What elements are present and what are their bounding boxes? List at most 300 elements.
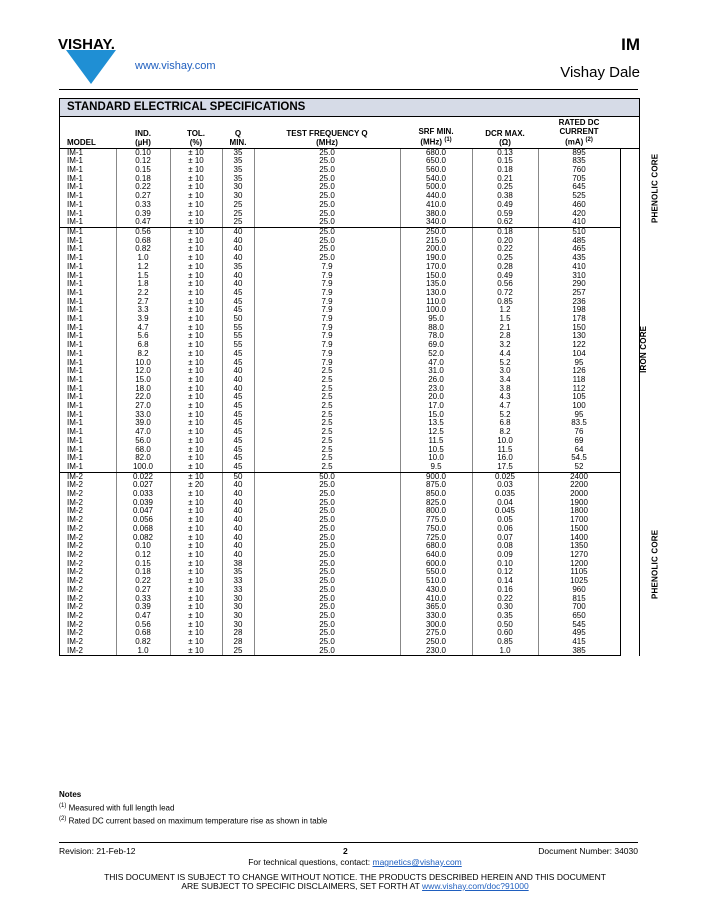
cell-rated-dc-current: 100 bbox=[538, 402, 620, 411]
cell-tol: ± 10 bbox=[170, 210, 222, 219]
col-header-line1: RATED DC CURRENT bbox=[558, 118, 600, 136]
cell-test-frequency: 25.0 bbox=[254, 568, 400, 577]
cell-ind: 0.027 bbox=[116, 481, 170, 490]
col-header-line2: MODEL bbox=[67, 137, 96, 147]
cell-srf-min: 775.0 bbox=[400, 516, 472, 525]
cell-tol: ± 10 bbox=[170, 324, 222, 333]
cell-tol: ± 10 bbox=[170, 341, 222, 350]
cell-tol: ± 10 bbox=[170, 411, 222, 420]
cell-ind: 0.33 bbox=[116, 201, 170, 210]
cell-dcr-max: 0.22 bbox=[472, 245, 538, 254]
cell-rated-dc-current: 895 bbox=[538, 148, 620, 157]
contact-email-link[interactable]: magnetics@vishay.com bbox=[372, 857, 462, 867]
cell-rated-dc-current: 650 bbox=[538, 612, 620, 621]
cell-ind: 2.2 bbox=[116, 289, 170, 298]
header-rule bbox=[59, 89, 638, 90]
cell-ind: 68.0 bbox=[116, 446, 170, 455]
cell-rated-dc-current: 118 bbox=[538, 376, 620, 385]
cell-rated-dc-current: 76 bbox=[538, 428, 620, 437]
cell-dcr-max: 0.13 bbox=[472, 148, 538, 157]
cell-rated-dc-current: 645 bbox=[538, 183, 620, 192]
logo-text: VISHAY. bbox=[58, 36, 115, 53]
cell-test-frequency: 2.5 bbox=[254, 437, 400, 446]
cell-tol: ± 10 bbox=[170, 367, 222, 376]
cell-model: IM-1 bbox=[67, 435, 83, 445]
cell-dcr-max: 0.62 bbox=[472, 218, 538, 227]
cell-tol: ± 10 bbox=[170, 612, 222, 621]
cell-test-frequency: 2.5 bbox=[254, 376, 400, 385]
cell-q-min: 30 bbox=[222, 595, 254, 604]
cell-srf-min: 17.0 bbox=[400, 402, 472, 411]
cell-tol: ± 10 bbox=[170, 507, 222, 516]
cell-ind: 0.15 bbox=[116, 166, 170, 175]
cell-q-min: 40 bbox=[222, 542, 254, 551]
disclaimer-line-1: THIS DOCUMENT IS SUBJECT TO CHANGE WITHOUT NOTICE. THE PRODUCTS DESCRIBED HEREIN AND THIS DOCUMENT bbox=[104, 872, 606, 882]
cell-srf-min: 9.5 bbox=[400, 463, 472, 472]
cell-rated-dc-current: 2000 bbox=[538, 490, 620, 499]
cell-tol: ± 10 bbox=[170, 289, 222, 298]
vishay-logo[interactable] bbox=[58, 34, 138, 86]
cell-tol: ± 10 bbox=[170, 350, 222, 359]
col-header-line1: DCR MAX. bbox=[485, 128, 525, 138]
cell-ind: 3.3 bbox=[116, 306, 170, 315]
col-header-line2: (MHz) $^{(1)}$ bbox=[420, 137, 452, 147]
col-header-test-frequency bbox=[254, 117, 400, 148]
cell-q-min: 50 bbox=[222, 472, 254, 481]
cell-test-frequency: 7.9 bbox=[254, 289, 400, 298]
cell-test-frequency: 25.0 bbox=[254, 507, 400, 516]
cell-ind: 0.022 bbox=[116, 472, 170, 481]
cell-tol: ± 10 bbox=[170, 647, 222, 656]
note-text: Measured with full length lead bbox=[68, 803, 175, 813]
col-header-line1: Q bbox=[234, 128, 242, 138]
cell-srf-min: 190.0 bbox=[400, 254, 472, 263]
cell-q-min: 30 bbox=[222, 183, 254, 192]
cell-srf-min: 88.0 bbox=[400, 324, 472, 333]
cell-rated-dc-current: 105 bbox=[538, 393, 620, 402]
cell-dcr-max: 0.10 bbox=[472, 560, 538, 569]
cell-q-min: 40 bbox=[222, 516, 254, 525]
cell-srf-min: 47.0 bbox=[400, 359, 472, 368]
cell-q-min: 35 bbox=[222, 157, 254, 166]
cell-ind: 0.47 bbox=[116, 218, 170, 227]
cell-tol: ± 10 bbox=[170, 227, 222, 236]
cell-q-min: 25 bbox=[222, 210, 254, 219]
cell-test-frequency: 25.0 bbox=[254, 534, 400, 543]
cell-srf-min: 850.0 bbox=[400, 490, 472, 499]
cell-q-min: 40 bbox=[222, 280, 254, 289]
cell-test-frequency: 2.5 bbox=[254, 454, 400, 463]
cell-ind: 1.0 bbox=[116, 647, 170, 656]
cell-model: IM-1 bbox=[67, 235, 83, 245]
cell-srf-min: 135.0 bbox=[400, 280, 472, 289]
cell-model: IM-1 bbox=[67, 261, 83, 271]
cell-ind: 5.6 bbox=[116, 332, 170, 341]
cell-q-min: 33 bbox=[222, 586, 254, 595]
cell-test-frequency: 25.0 bbox=[254, 499, 400, 508]
cell-dcr-max: 0.20 bbox=[472, 237, 538, 246]
cell-dcr-max: 3.4 bbox=[472, 376, 538, 385]
cell-dcr-max: 2.1 bbox=[472, 324, 538, 333]
cell-srf-min: 11.5 bbox=[400, 437, 472, 446]
cell-model: IM-1 bbox=[67, 182, 83, 192]
cell-dcr-max: 0.09 bbox=[472, 551, 538, 560]
cell-tol: ± 10 bbox=[170, 254, 222, 263]
cell-srf-min: 650.0 bbox=[400, 157, 472, 166]
cell-model: IM-1 bbox=[67, 418, 83, 428]
cell-model: IM-2 bbox=[67, 619, 83, 629]
cell-q-min: 40 bbox=[222, 367, 254, 376]
cell-dcr-max: 0.50 bbox=[472, 621, 538, 630]
cell-ind: 0.18 bbox=[116, 175, 170, 184]
cell-srf-min: 215.0 bbox=[400, 237, 472, 246]
cell-model: IM-1 bbox=[67, 340, 83, 350]
cell-q-min: 45 bbox=[222, 446, 254, 455]
cell-dcr-max: 0.08 bbox=[472, 542, 538, 551]
cell-test-frequency: 25.0 bbox=[254, 551, 400, 560]
document-number: Document Number: 34030 bbox=[538, 846, 638, 856]
cell-q-min: 35 bbox=[222, 175, 254, 184]
cell-q-min: 40 bbox=[222, 481, 254, 490]
cell-dcr-max: 0.18 bbox=[472, 227, 538, 236]
cell-rated-dc-current: 290 bbox=[538, 280, 620, 289]
col-header-dcr-max bbox=[472, 117, 538, 148]
cell-test-frequency: 25.0 bbox=[254, 586, 400, 595]
core-type-text: IRON CORE bbox=[638, 326, 648, 374]
cell-test-frequency: 7.9 bbox=[254, 350, 400, 359]
cell-tol: ± 10 bbox=[170, 568, 222, 577]
cell-model: IM-1 bbox=[67, 392, 83, 402]
cell-dcr-max: 0.06 bbox=[472, 525, 538, 534]
table-row bbox=[60, 463, 639, 472]
cell-model: IM-1 bbox=[67, 226, 83, 236]
cell-model: IM-1 bbox=[67, 279, 83, 289]
cell-q-min: 35 bbox=[222, 148, 254, 157]
cell-dcr-max: 0.18 bbox=[472, 166, 538, 175]
cell-dcr-max: 0.05 bbox=[472, 516, 538, 525]
note-item bbox=[59, 801, 327, 814]
cell-test-frequency: 2.5 bbox=[254, 393, 400, 402]
cell-rated-dc-current: 122 bbox=[538, 341, 620, 350]
footer-rule bbox=[59, 842, 638, 843]
cell-ind: 0.33 bbox=[116, 595, 170, 604]
cell-rated-dc-current: 112 bbox=[538, 385, 620, 394]
cell-rated-dc-current: 69 bbox=[538, 437, 620, 446]
cell-srf-min: 330.0 bbox=[400, 612, 472, 621]
cell-rated-dc-current: 420 bbox=[538, 210, 620, 219]
cell-dcr-max: 0.22 bbox=[472, 595, 538, 604]
cell-test-frequency: 7.9 bbox=[254, 306, 400, 315]
cell-test-frequency: 25.0 bbox=[254, 603, 400, 612]
cell-test-frequency: 25.0 bbox=[254, 542, 400, 551]
cell-rated-dc-current: 83.5 bbox=[538, 419, 620, 428]
col-header-line2: (mA) $^{(2)}$ bbox=[565, 137, 593, 147]
cell-q-min: 40 bbox=[222, 237, 254, 246]
cell-ind: 0.68 bbox=[116, 629, 170, 638]
col-header-line1: SRF MIN. bbox=[418, 127, 454, 136]
cell-ind: 0.47 bbox=[116, 612, 170, 621]
cell-dcr-max: 0.85 bbox=[472, 638, 538, 647]
cell-dcr-max: 1.5 bbox=[472, 315, 538, 324]
cell-rated-dc-current: 126 bbox=[538, 367, 620, 376]
cell-rated-dc-current: 64 bbox=[538, 446, 620, 455]
cell-srf-min: 680.0 bbox=[400, 148, 472, 157]
cell-tol: ± 10 bbox=[170, 419, 222, 428]
cell-srf-min: 640.0 bbox=[400, 551, 472, 560]
cell-tol: ± 10 bbox=[170, 402, 222, 411]
cell-tol: ± 10 bbox=[170, 332, 222, 341]
cell-model: IM-2 bbox=[67, 515, 83, 525]
cell-tol: ± 10 bbox=[170, 638, 222, 647]
contact-line bbox=[0, 857, 710, 867]
cell-test-frequency: 2.5 bbox=[254, 385, 400, 394]
cell-model: IM-1 bbox=[67, 296, 83, 306]
cell-srf-min: 560.0 bbox=[400, 166, 472, 175]
cell-srf-min: 52.0 bbox=[400, 350, 472, 359]
cell-ind: 0.68 bbox=[116, 237, 170, 246]
cell-srf-min: 750.0 bbox=[400, 525, 472, 534]
cell-test-frequency: 25.0 bbox=[254, 157, 400, 166]
cell-srf-min: 250.0 bbox=[400, 638, 472, 647]
cell-q-min: 28 bbox=[222, 638, 254, 647]
cell-test-frequency: 25.0 bbox=[254, 516, 400, 525]
cell-srf-min: 250.0 bbox=[400, 227, 472, 236]
col-header-tol bbox=[170, 117, 222, 148]
notes bbox=[59, 790, 327, 827]
cell-q-min: 45 bbox=[222, 463, 254, 472]
cell-rated-dc-current: 1500 bbox=[538, 525, 620, 534]
cell-rated-dc-current: 178 bbox=[538, 315, 620, 324]
cell-rated-dc-current: 815 bbox=[538, 595, 620, 604]
cell-ind: 0.10 bbox=[116, 148, 170, 157]
cell-test-frequency: 2.5 bbox=[254, 411, 400, 420]
cell-model: IM-1 bbox=[67, 409, 83, 419]
cell-srf-min: 410.0 bbox=[400, 595, 472, 604]
cell-srf-min: 900.0 bbox=[400, 472, 472, 481]
cell-tol: ± 10 bbox=[170, 516, 222, 525]
cell-q-min: 45 bbox=[222, 350, 254, 359]
cell-ind: 56.0 bbox=[116, 437, 170, 446]
cell-srf-min: 130.0 bbox=[400, 289, 472, 298]
col-header-line1: IND. bbox=[135, 128, 151, 138]
cell-dcr-max: 10.0 bbox=[472, 437, 538, 446]
cell-srf-min: 200.0 bbox=[400, 245, 472, 254]
cell-srf-min: 510.0 bbox=[400, 577, 472, 586]
cell-srf-min: 680.0 bbox=[400, 542, 472, 551]
core-type-text: PHENOLIC CORE bbox=[649, 153, 659, 223]
core-type-label bbox=[620, 148, 659, 227]
cell-ind: 0.22 bbox=[116, 183, 170, 192]
cell-model: IM-2 bbox=[67, 584, 83, 594]
cell-dcr-max: 0.04 bbox=[472, 499, 538, 508]
cell-dcr-max: 0.56 bbox=[472, 280, 538, 289]
cell-dcr-max: 16.0 bbox=[472, 454, 538, 463]
cell-tol: ± 10 bbox=[170, 595, 222, 604]
col-header-srf-min bbox=[400, 117, 472, 148]
cell-model: IM-2 bbox=[67, 576, 83, 586]
cell-test-frequency: 7.9 bbox=[254, 315, 400, 324]
cell-ind: 8.2 bbox=[116, 350, 170, 359]
cell-tol: ± 10 bbox=[170, 166, 222, 175]
table-title: STANDARD ELECTRICAL SPECIFICATIONS bbox=[60, 99, 639, 117]
cell-test-frequency: 25.0 bbox=[254, 183, 400, 192]
cell-dcr-max: 0.38 bbox=[472, 192, 538, 201]
cell-dcr-max: 0.045 bbox=[472, 507, 538, 516]
cell-q-min: 40 bbox=[222, 534, 254, 543]
cell-model: IM-1 bbox=[67, 270, 83, 280]
cell-rated-dc-current: 236 bbox=[538, 298, 620, 307]
cell-dcr-max: 0.28 bbox=[472, 263, 538, 272]
cell-model: IM-1 bbox=[67, 348, 83, 358]
cell-srf-min: 365.0 bbox=[400, 603, 472, 612]
cell-tol: ± 10 bbox=[170, 175, 222, 184]
cell-srf-min: 380.0 bbox=[400, 210, 472, 219]
cell-test-frequency: 7.9 bbox=[254, 341, 400, 350]
cell-rated-dc-current: 52 bbox=[538, 463, 620, 472]
cell-ind: 0.056 bbox=[116, 516, 170, 525]
cell-srf-min: 340.0 bbox=[400, 218, 472, 227]
note-text: Rated DC current based on maximum temperature rise as shown in table bbox=[68, 816, 328, 826]
product-code: IM bbox=[621, 35, 640, 54]
revision: Revision: 21-Feb-12 bbox=[59, 846, 136, 856]
cell-srf-min: 78.0 bbox=[400, 332, 472, 341]
cell-rated-dc-current: 700 bbox=[538, 603, 620, 612]
cell-ind: 12.0 bbox=[116, 367, 170, 376]
cell-rated-dc-current: 1350 bbox=[538, 542, 620, 551]
cell-ind: 1.5 bbox=[116, 272, 170, 281]
cell-ind: 18.0 bbox=[116, 385, 170, 394]
cell-test-frequency: 2.5 bbox=[254, 446, 400, 455]
cell-srf-min: 550.0 bbox=[400, 568, 472, 577]
cell-q-min: 45 bbox=[222, 306, 254, 315]
cell-dcr-max: 0.15 bbox=[472, 157, 538, 166]
cell-rated-dc-current: 465 bbox=[538, 245, 620, 254]
col-header-line2: (Ω) bbox=[499, 137, 511, 147]
cell-srf-min: 31.0 bbox=[400, 367, 472, 376]
cell-tol: ± 10 bbox=[170, 551, 222, 560]
cell-ind: 0.18 bbox=[116, 568, 170, 577]
cell-model: IM-2 bbox=[67, 523, 83, 533]
cell-tol: ± 10 bbox=[170, 446, 222, 455]
cell-srf-min: 69.0 bbox=[400, 341, 472, 350]
cell-model: IM-1 bbox=[67, 427, 83, 437]
cell-dcr-max: 5.2 bbox=[472, 359, 538, 368]
cell-ind: 0.56 bbox=[116, 621, 170, 630]
cell-q-min: 28 bbox=[222, 629, 254, 638]
cell-srf-min: 150.0 bbox=[400, 272, 472, 281]
disclaimer-link[interactable]: www.vishay.com/doc?91000 bbox=[422, 881, 529, 891]
cell-srf-min: 10.0 bbox=[400, 454, 472, 463]
cell-test-frequency: 25.0 bbox=[254, 175, 400, 184]
cell-model: IM-1 bbox=[67, 173, 83, 183]
cell-tol: ± 10 bbox=[170, 218, 222, 227]
cell-test-frequency: 7.9 bbox=[254, 280, 400, 289]
cell-test-frequency: 7.9 bbox=[254, 332, 400, 341]
cell-tol: ± 10 bbox=[170, 315, 222, 324]
cell-tol: ± 10 bbox=[170, 542, 222, 551]
cell-q-min: 30 bbox=[222, 192, 254, 201]
cell-dcr-max: 0.16 bbox=[472, 586, 538, 595]
cell-test-frequency: 25.0 bbox=[254, 237, 400, 246]
cell-rated-dc-current: 1200 bbox=[538, 560, 620, 569]
cell-ind: 4.7 bbox=[116, 324, 170, 333]
cell-test-frequency: 25.0 bbox=[254, 638, 400, 647]
cell-tol: ± 10 bbox=[170, 428, 222, 437]
cell-dcr-max: 0.35 bbox=[472, 612, 538, 621]
cell-rated-dc-current: 1800 bbox=[538, 507, 620, 516]
cell-model: IM-2 bbox=[67, 637, 83, 647]
cell-tol: ± 10 bbox=[170, 192, 222, 201]
cell-test-frequency: 25.0 bbox=[254, 218, 400, 227]
cell-q-min: 40 bbox=[222, 227, 254, 236]
cell-q-min: 40 bbox=[222, 499, 254, 508]
cell-srf-min: 540.0 bbox=[400, 175, 472, 184]
cell-ind: 1.0 bbox=[116, 254, 170, 263]
cell-q-min: 40 bbox=[222, 254, 254, 263]
cell-dcr-max: 4.3 bbox=[472, 393, 538, 402]
cell-dcr-max: 0.07 bbox=[472, 534, 538, 543]
cell-rated-dc-current: 415 bbox=[538, 638, 620, 647]
cell-tol: ± 10 bbox=[170, 148, 222, 157]
cell-tol: ± 10 bbox=[170, 385, 222, 394]
col-header-rated-dc-current bbox=[538, 117, 620, 148]
cell-model: IM-2 bbox=[67, 558, 83, 568]
cell-test-frequency: 7.9 bbox=[254, 324, 400, 333]
cell-ind: 47.0 bbox=[116, 428, 170, 437]
cell-model: IM-1 bbox=[67, 253, 83, 263]
cell-model: IM-1 bbox=[67, 314, 83, 324]
cell-rated-dc-current: 257 bbox=[538, 289, 620, 298]
cell-q-min: 45 bbox=[222, 411, 254, 420]
cell-tol: ± 10 bbox=[170, 183, 222, 192]
cell-test-frequency: 25.0 bbox=[254, 595, 400, 604]
cell-tol: ± 10 bbox=[170, 525, 222, 534]
cell-model: IM-1 bbox=[67, 165, 83, 175]
cell-model: IM-1 bbox=[67, 374, 83, 384]
cell-test-frequency: 25.0 bbox=[254, 166, 400, 175]
spec-table bbox=[60, 117, 659, 656]
cell-rated-dc-current: 705 bbox=[538, 175, 620, 184]
cell-srf-min: 170.0 bbox=[400, 263, 472, 272]
col-header-line2: (MHz) bbox=[316, 137, 338, 147]
cell-ind: 0.039 bbox=[116, 499, 170, 508]
cell-tol: ± 10 bbox=[170, 201, 222, 210]
cell-rated-dc-current: 960 bbox=[538, 586, 620, 595]
page-number: 2 bbox=[343, 846, 348, 856]
cell-ind: 33.0 bbox=[116, 411, 170, 420]
cell-ind: 0.10 bbox=[116, 542, 170, 551]
cell-q-min: 50 bbox=[222, 315, 254, 324]
cell-q-min: 45 bbox=[222, 298, 254, 307]
cell-rated-dc-current: 310 bbox=[538, 272, 620, 281]
col-header-core bbox=[620, 117, 639, 148]
website-link[interactable]: www.vishay.com bbox=[135, 60, 216, 72]
cell-q-min: 45 bbox=[222, 289, 254, 298]
cell-q-min: 55 bbox=[222, 332, 254, 341]
cell-tol: ± 10 bbox=[170, 272, 222, 281]
cell-test-frequency: 25.0 bbox=[254, 210, 400, 219]
cell-dcr-max: 0.14 bbox=[472, 577, 538, 586]
cell-srf-min: 20.0 bbox=[400, 393, 472, 402]
cell-tol: ± 10 bbox=[170, 237, 222, 246]
cell-test-frequency: 25.0 bbox=[254, 629, 400, 638]
cell-ind: 82.0 bbox=[116, 454, 170, 463]
cell-rated-dc-current: 545 bbox=[538, 621, 620, 630]
cell-dcr-max: 0.30 bbox=[472, 603, 538, 612]
cell-rated-dc-current: 410 bbox=[538, 218, 620, 227]
cell-dcr-max: 0.49 bbox=[472, 201, 538, 210]
cell-rated-dc-current: 1400 bbox=[538, 534, 620, 543]
